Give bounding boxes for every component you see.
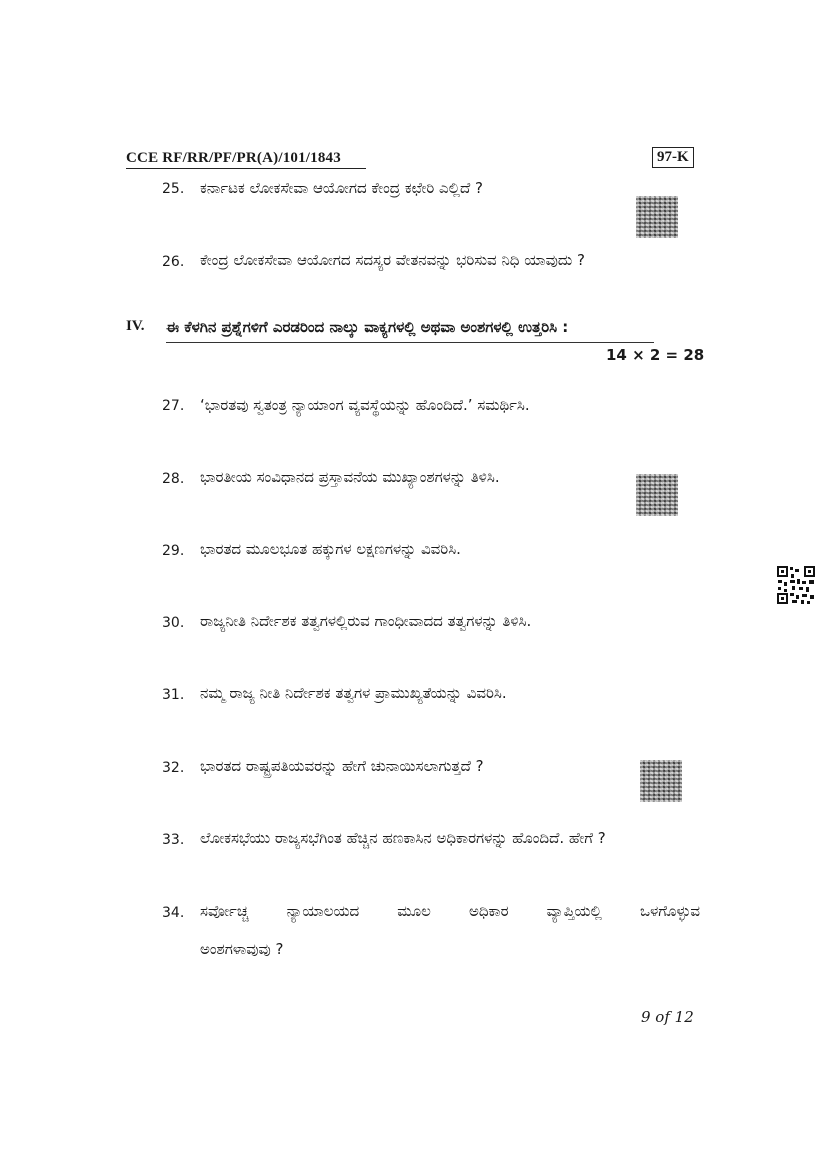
paper-code-box: 97-K <box>652 147 694 168</box>
question-text: ಲೋಕಸಭೆಯು ರಾಜ್ಯಸಭೆಗಿಂತ ಹೆಚ್ಚಿನ ಹಣಕಾಸಿನ ಅಧಿಕಾರಗಳನ್ನು ಹೊಂದಿದೆ. ಹೇಗೆ ? <box>200 829 606 847</box>
section-number: IV. <box>126 318 145 334</box>
question-number: 25. <box>162 181 185 197</box>
question-text: ‘ಭಾರತವು ಸ್ವತಂತ್ರ ನ್ಯಾಯಾಂಗ ವ್ಯವಸ್ಥೆಯನ್ನು ಹೊಂದಿದೆ.’ ಸಮರ್ಥಿಸಿ. <box>200 396 530 414</box>
scan-noise-mark <box>636 474 678 516</box>
question-text: ನಮ್ಮ ರಾಜ್ಯ ನೀತಿ ನಿರ್ದೇಶಕ ತತ್ವಗಳ ಪ್ರಾಮುಖ್ಯತೆಯನ್ನು ವಿವರಿಸಿ. <box>200 684 507 702</box>
question-number: 32. <box>162 760 185 776</box>
header-underline <box>126 168 366 169</box>
question-text-line1: ಸರ್ವೋಚ್ಚ ನ್ಯಾಯಾಲಯದ ಮೂಲ ಅಧಿಕಾರ ವ್ಯಾಪ್ತಿಯಲ್ಲಿ ಒಳಗೊಳ್ಳುವ <box>200 902 700 920</box>
question-text: ಭಾರತದ ರಾಷ್ಟ್ರಪತಿಯವರನ್ನು ಹೇಗೆ ಚುನಾಯಿಸಲಾಗುತ್ತದೆ ? <box>200 757 484 775</box>
question-number: 33. <box>162 832 185 848</box>
page-number: 9 of 12 <box>641 1008 694 1026</box>
scan-noise-mark <box>636 196 678 238</box>
question-number: 31. <box>162 687 185 703</box>
section-marks: 14 × 2 = 28 <box>606 346 705 364</box>
question-number: 30. <box>162 615 185 631</box>
qr-code-icon <box>776 565 816 605</box>
question-text: ಕೇಂದ್ರ ಲೋಕಸೇವಾ ಆಯೋಗದ ಸದಸ್ಯರ ವೇತನವನ್ನು ಭರಿಸುವ ನಿಧಿ ಯಾವುದು ? <box>200 251 586 269</box>
scan-noise-mark <box>640 760 682 802</box>
question-text: ಕರ್ನಾಟಕ ಲೋಕಸೇವಾ ಆಯೋಗದ ಕೇಂದ್ರ ಕಛೇರಿ ಎಲ್ಲಿದೆ ? <box>200 179 483 197</box>
question-number: 27. <box>162 398 185 414</box>
exam-code: CCE RF/RR/PF/PR(A)/101/1843 <box>126 150 341 166</box>
question-number: 28. <box>162 471 185 487</box>
question-text: ಭಾರತೀಯ ಸಂವಿಧಾನದ ಪ್ರಸ್ತಾವನೆಯ ಮುಖ್ಯಾಂಶಗಳನ್ನು ತಿಳಿಸಿ. <box>200 468 500 486</box>
question-text: ಭಾರತದ ಮೂಲಭೂತ ಹಕ್ಕುಗಳ ಲಕ್ಷಣಗಳನ್ನು ವಿವರಿಸಿ. <box>200 540 461 558</box>
question-number: 29. <box>162 543 185 559</box>
question-number: 34. <box>162 905 185 921</box>
section-title: ಈ ಕೆಳಗಿನ ಪ್ರಶ್ನೆಗಳಿಗೆ ಎರಡರಿಂದ ನಾಲ್ಕು ವಾಕ್ಯಗಳಲ್ಲಿ ಅಥವಾ ಅಂಶಗಳಲ್ಲಿ ಉತ್ತರಿಸಿ : <box>166 318 569 336</box>
question-text: ರಾಜ್ಯನೀತಿ ನಿರ್ದೇಶಕ ತತ್ವಗಳಲ್ಲಿರುವ ಗಾಂಧೀವಾದದ ತತ್ವಗಳನ್ನು ತಿಳಿಸಿ. <box>200 612 532 630</box>
question-text-line2: ಅಂಶಗಳಾವುವು ? <box>200 940 284 958</box>
question-number: 26. <box>162 254 185 270</box>
section-underline <box>166 342 654 343</box>
